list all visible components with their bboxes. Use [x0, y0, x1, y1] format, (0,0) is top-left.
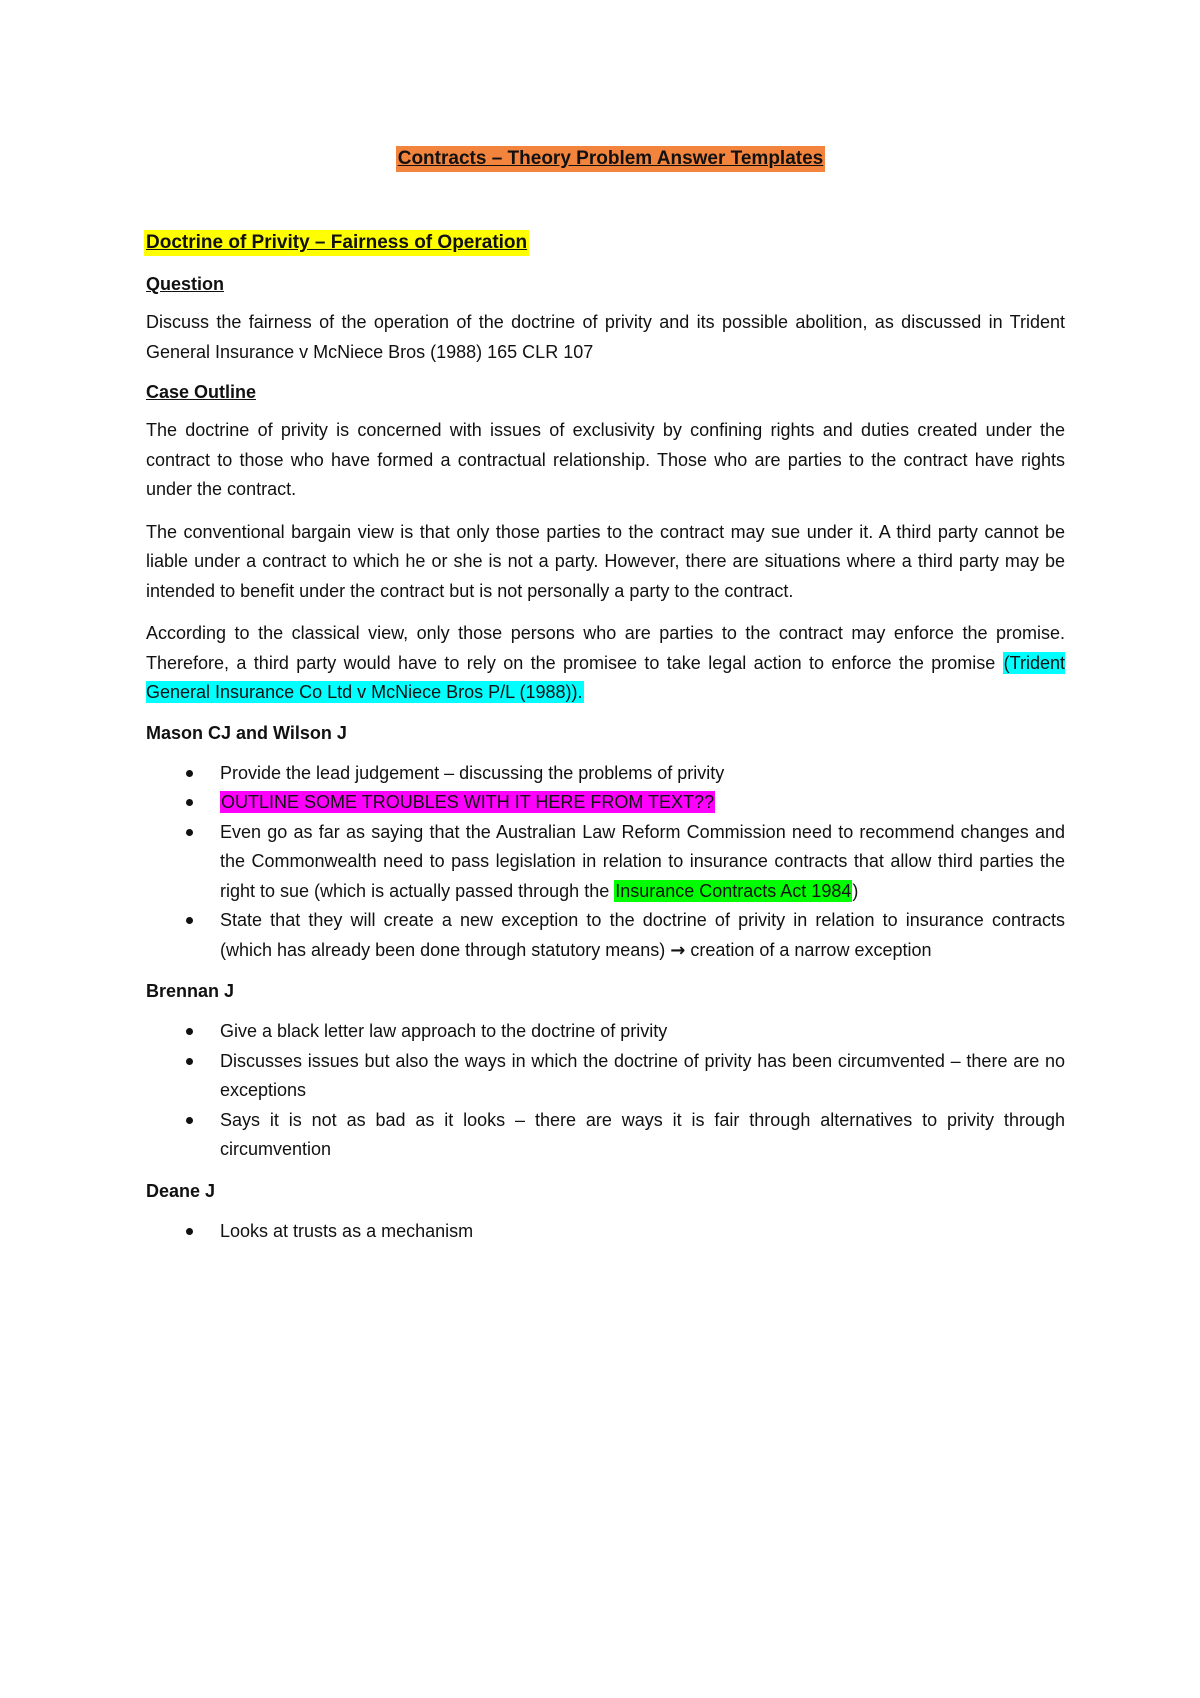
bullet-icon	[186, 1028, 193, 1035]
brennan-heading: Brennan J	[146, 981, 235, 1001]
list-item	[146, 1047, 1065, 1106]
mason-wilson-heading: Mason CJ and Wilson J	[146, 722, 347, 743]
list-item	[146, 788, 1065, 818]
bullet-icon	[186, 799, 193, 806]
list-item-text: Even go as far as saying that the Australian Law Reform Commission need to recommend changes and the Commonwealth need to pass legislation in relation to insurance contracts that allow third parties the right to sue (which is actually passed through the	[220, 821, 1065, 901]
list-item	[146, 906, 1065, 965]
list-item	[146, 1217, 1065, 1247]
bullet-icon	[186, 917, 193, 924]
deane-heading: Deane J	[146, 1180, 216, 1201]
bullet-icon	[186, 1117, 193, 1124]
list-item-text-end: )	[852, 880, 859, 901]
mason-wilson-list	[146, 759, 1065, 966]
brennan-list	[146, 1017, 1065, 1165]
section-heading-wrap	[146, 230, 1065, 256]
title-wrap	[146, 146, 1065, 172]
bullet-icon	[186, 1228, 193, 1235]
insurance-act-reference: Insurance Contracts Act 1984	[615, 880, 852, 901]
list-item-text: State that they will create a new exception to the doctrine of privity in relation to insurance contracts (which has already been done through statutory means)	[220, 910, 1065, 960]
bullet-icon	[186, 770, 193, 777]
case-outline-heading: Case Outline	[146, 382, 257, 402]
list-item-text: Provide the lead judgement – discussing the problems of privity	[220, 762, 725, 783]
document-title: Contracts – Theory Problem Answer Templates	[396, 146, 826, 172]
bullet-icon	[186, 1058, 193, 1065]
list-item-text-end: creation of a narrow exception	[685, 939, 932, 960]
case-outline-paragraph-3	[146, 619, 1065, 708]
question-heading: Question	[146, 274, 225, 294]
section-heading: Doctrine of Privity – Fairness of Operation	[144, 230, 529, 256]
list-item-text: Give a black letter law approach to the doctrine of privity	[220, 1021, 668, 1041]
bullet-icon	[186, 829, 193, 836]
list-item-text: Looks at trusts as a mechanism	[220, 1220, 474, 1241]
list-item	[146, 1017, 1065, 1047]
question-text: Discuss the fairness of the operation of the doctrine of privity and its possible abolition, as discussed in Trident General Insurance v McNiece Bros (1988) 165 CLR 107	[146, 312, 1065, 362]
list-item	[146, 759, 1065, 789]
case-outline-paragraph-1: The doctrine of privity is concerned with issues of exclusivity by confining rights and duties created under the contract to those who have formed a contractual relationship. Those who are parties to the contract have rights under the contract.	[146, 420, 1065, 499]
right-arrow-icon: →	[670, 939, 686, 961]
list-item-text: Discusses issues but also the ways in which the doctrine of privity has been circumvented – there are no exceptions	[220, 1050, 1065, 1100]
case-outline-paragraph-2: The conventional bargain view is that only those parties to the contract may sue under it. A third party cannot be liable under a contract to which he or she is not a party. However, there are situations where a third party may be intended to benefit under the contract but is not personally a party to the contract.	[146, 521, 1065, 601]
trident-citation: (Trident General Insurance Co Ltd v McNiece Bros P/L (1988)).	[146, 652, 1065, 702]
list-item	[146, 818, 1065, 907]
todo-note: OUTLINE SOME TROUBLES WITH IT HERE FROM TEXT??	[221, 792, 715, 812]
list-item-text: Says it is not as bad as it looks – there are ways it is fair through alternatives to privity through circumvention	[220, 1109, 1065, 1159]
list-item	[146, 1106, 1065, 1165]
deane-list	[146, 1217, 1065, 1247]
case-outline-paragraph-3-text: According to the classical view, only those persons who are parties to the contract may enforce the promise. Therefore, a third party would have to rely on the promisee to take legal action to enforce the promise	[146, 623, 1065, 673]
